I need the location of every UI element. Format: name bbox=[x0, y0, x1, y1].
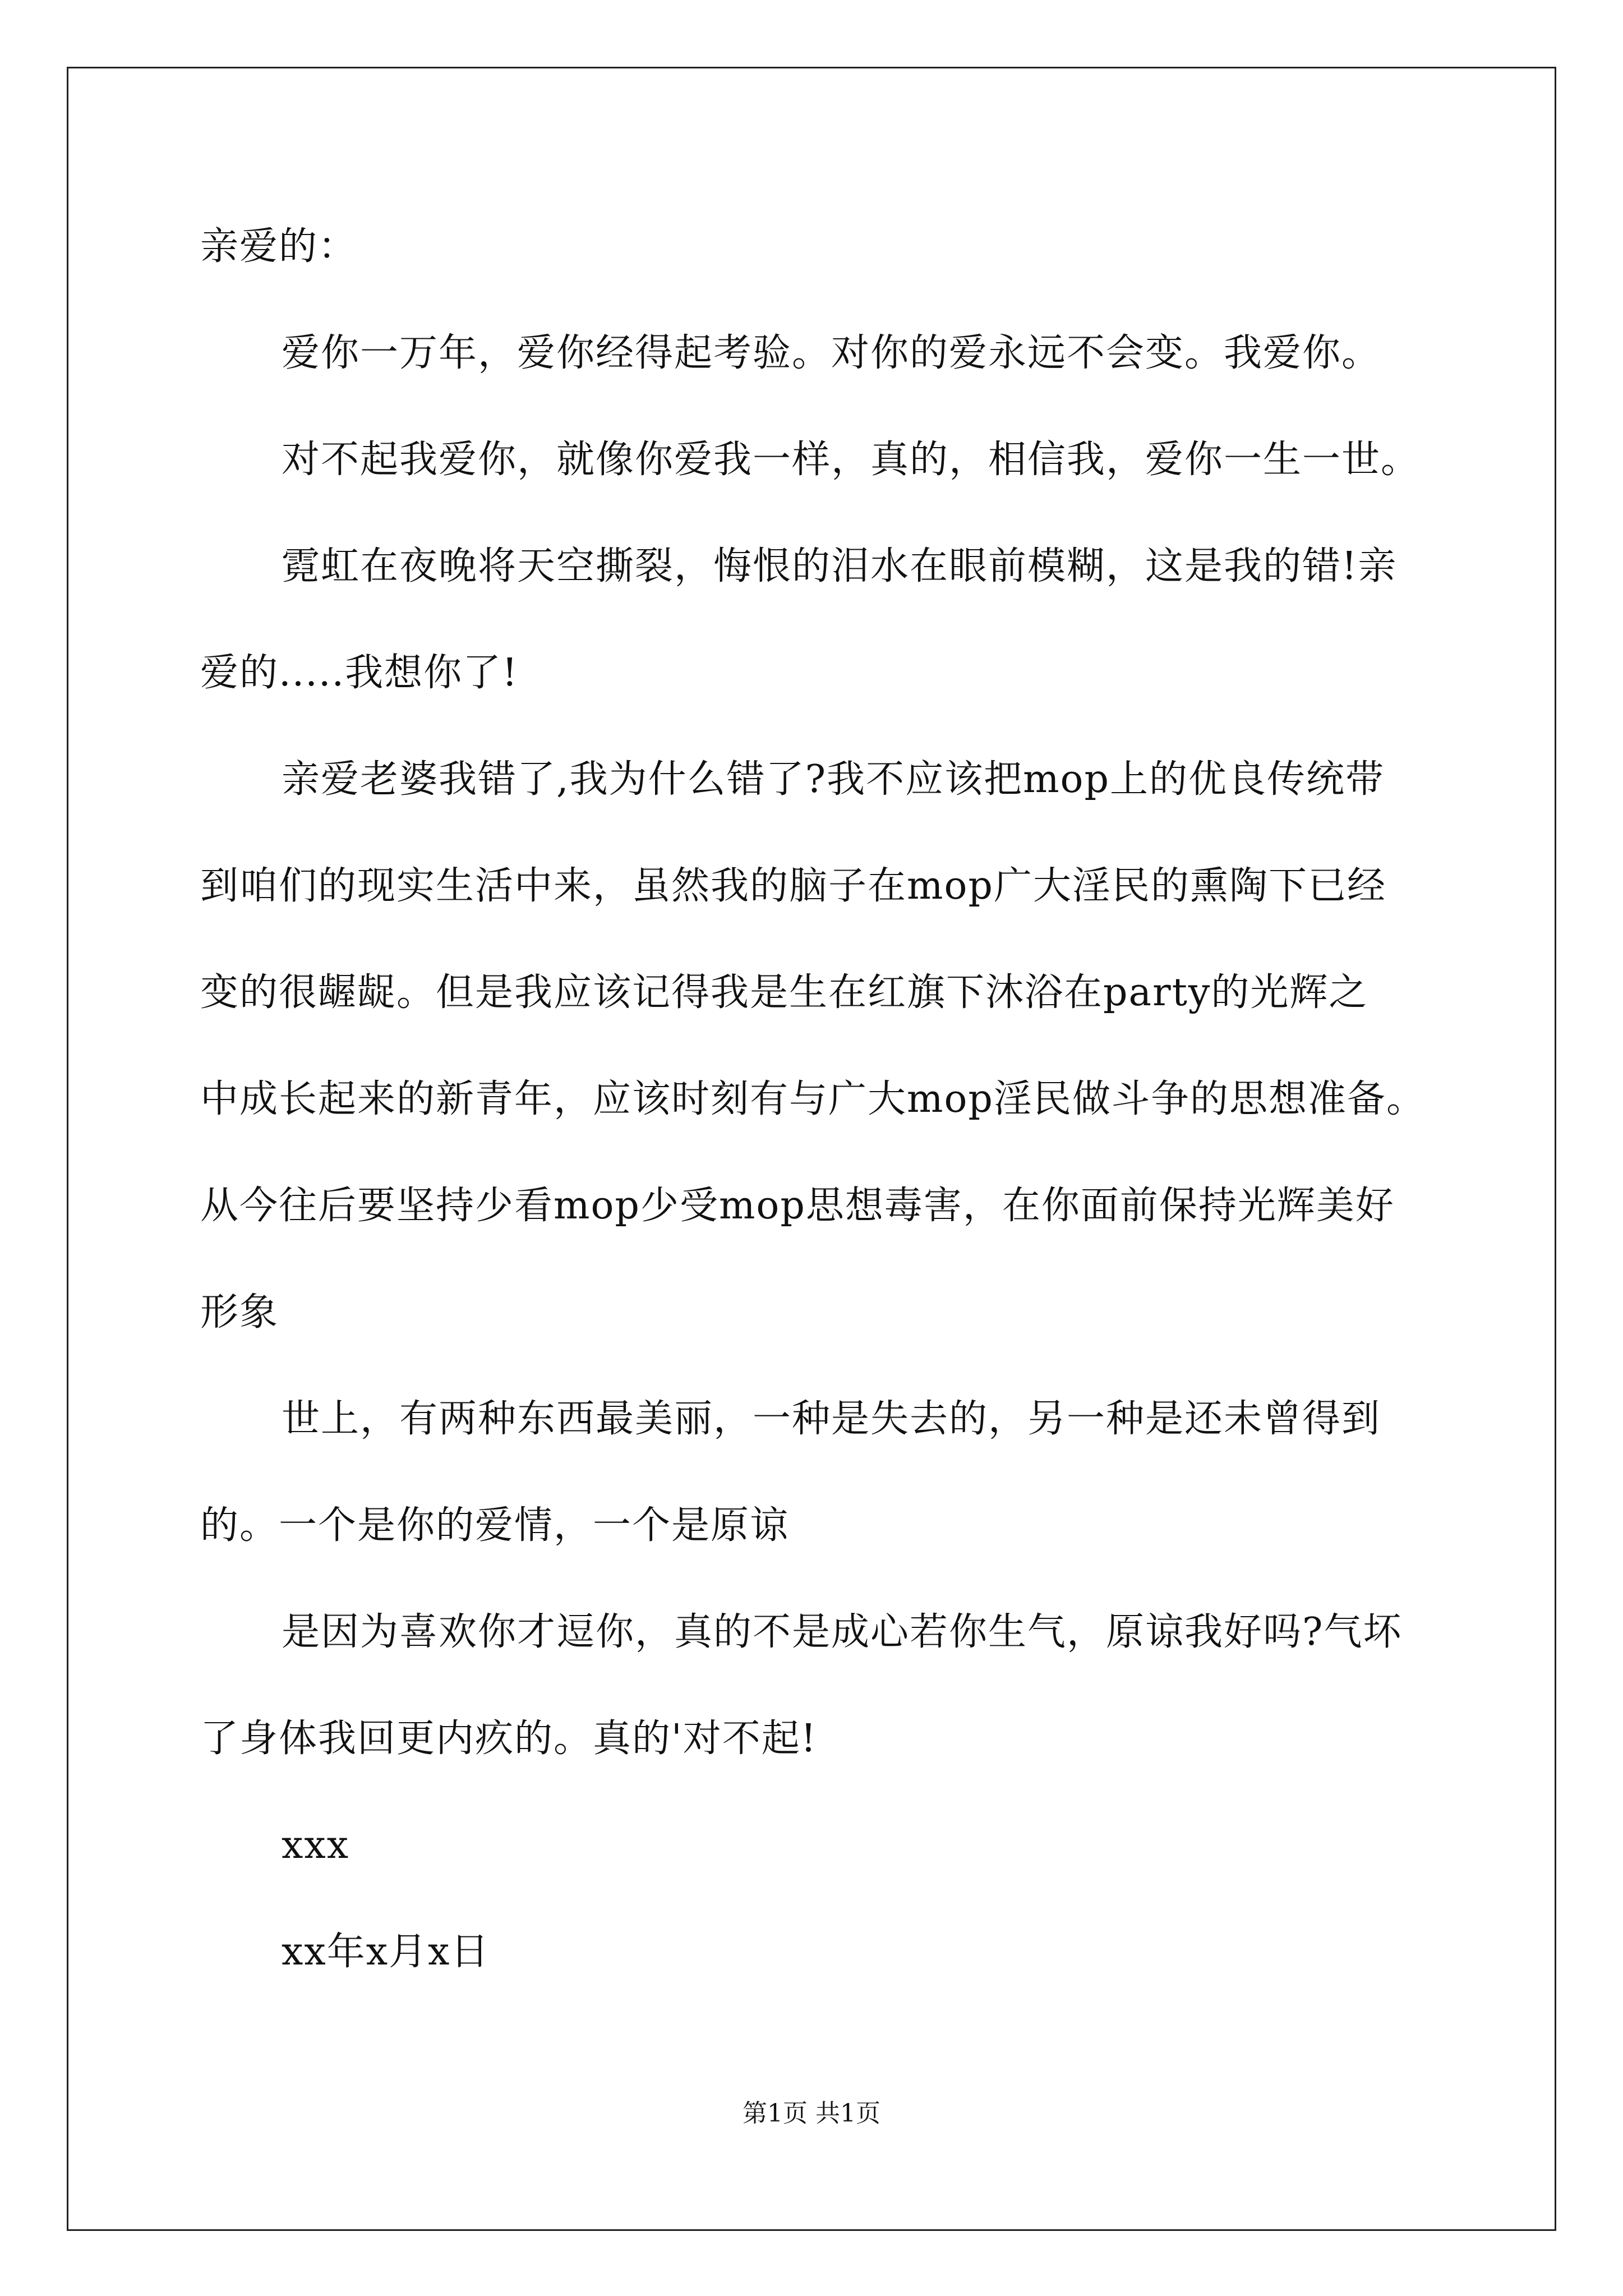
paragraph-line: 从今往后要坚持少看mop少受mop思想毒害，在你面前保持光辉美好 bbox=[200, 1184, 1395, 1228]
page-border bbox=[67, 67, 1556, 2231]
paragraph-line: 世上，有两种东西最美丽，一种是失去的，另一种是还未曾得到 bbox=[282, 1397, 1381, 1441]
paragraph-line: 爱的.....我想你了! bbox=[200, 651, 519, 695]
paragraph-line: 中成长起来的新青年，应该时刻有与广大mop淫民做斗争的思想准备。 bbox=[200, 1077, 1426, 1121]
paragraph-line: 对不起我爱你，就像你爱我一样，真的，相信我，爱你一生一世。 bbox=[282, 438, 1421, 482]
page-number-footer: 第1页 共1页 bbox=[743, 2099, 880, 2128]
greeting: 亲爱的： bbox=[200, 224, 358, 269]
paragraph-line: 变的很龌龊。但是我应该记得我是生在红旗下沐浴在party的光辉之 bbox=[200, 970, 1368, 1015]
paragraph-line: 霓虹在夜晚将天空撕裂，悔恨的泪水在眼前模糊，这是我的错!亲 bbox=[282, 544, 1398, 588]
paragraph-line: 亲爱老婆我错了,我为什么错了?我不应该把mop上的优良传统带 bbox=[282, 757, 1385, 802]
paragraph-line: 形象 bbox=[200, 1290, 279, 1335]
signature: xxx bbox=[282, 1823, 350, 1867]
letter-date: xx年x月x日 bbox=[282, 1930, 490, 1974]
paragraph-line: 了身体我回更内疚的。真的'对不起! bbox=[200, 1717, 818, 1761]
paragraph-line: 的。一个是你的爱情，一个是原谅 bbox=[200, 1503, 790, 1548]
paragraph-line: 到咱们的现实生活中来，虽然我的脑子在mop广大淫民的熏陶下已经 bbox=[200, 864, 1386, 908]
paragraph-line: 爱你一万年，爱你经得起考验。对你的爱永远不会变。我爱你。 bbox=[282, 331, 1381, 375]
paragraph-line: 是因为喜欢你才逗你，真的不是成心若你生气，原谅我好吗?气坏 bbox=[282, 1610, 1403, 1654]
